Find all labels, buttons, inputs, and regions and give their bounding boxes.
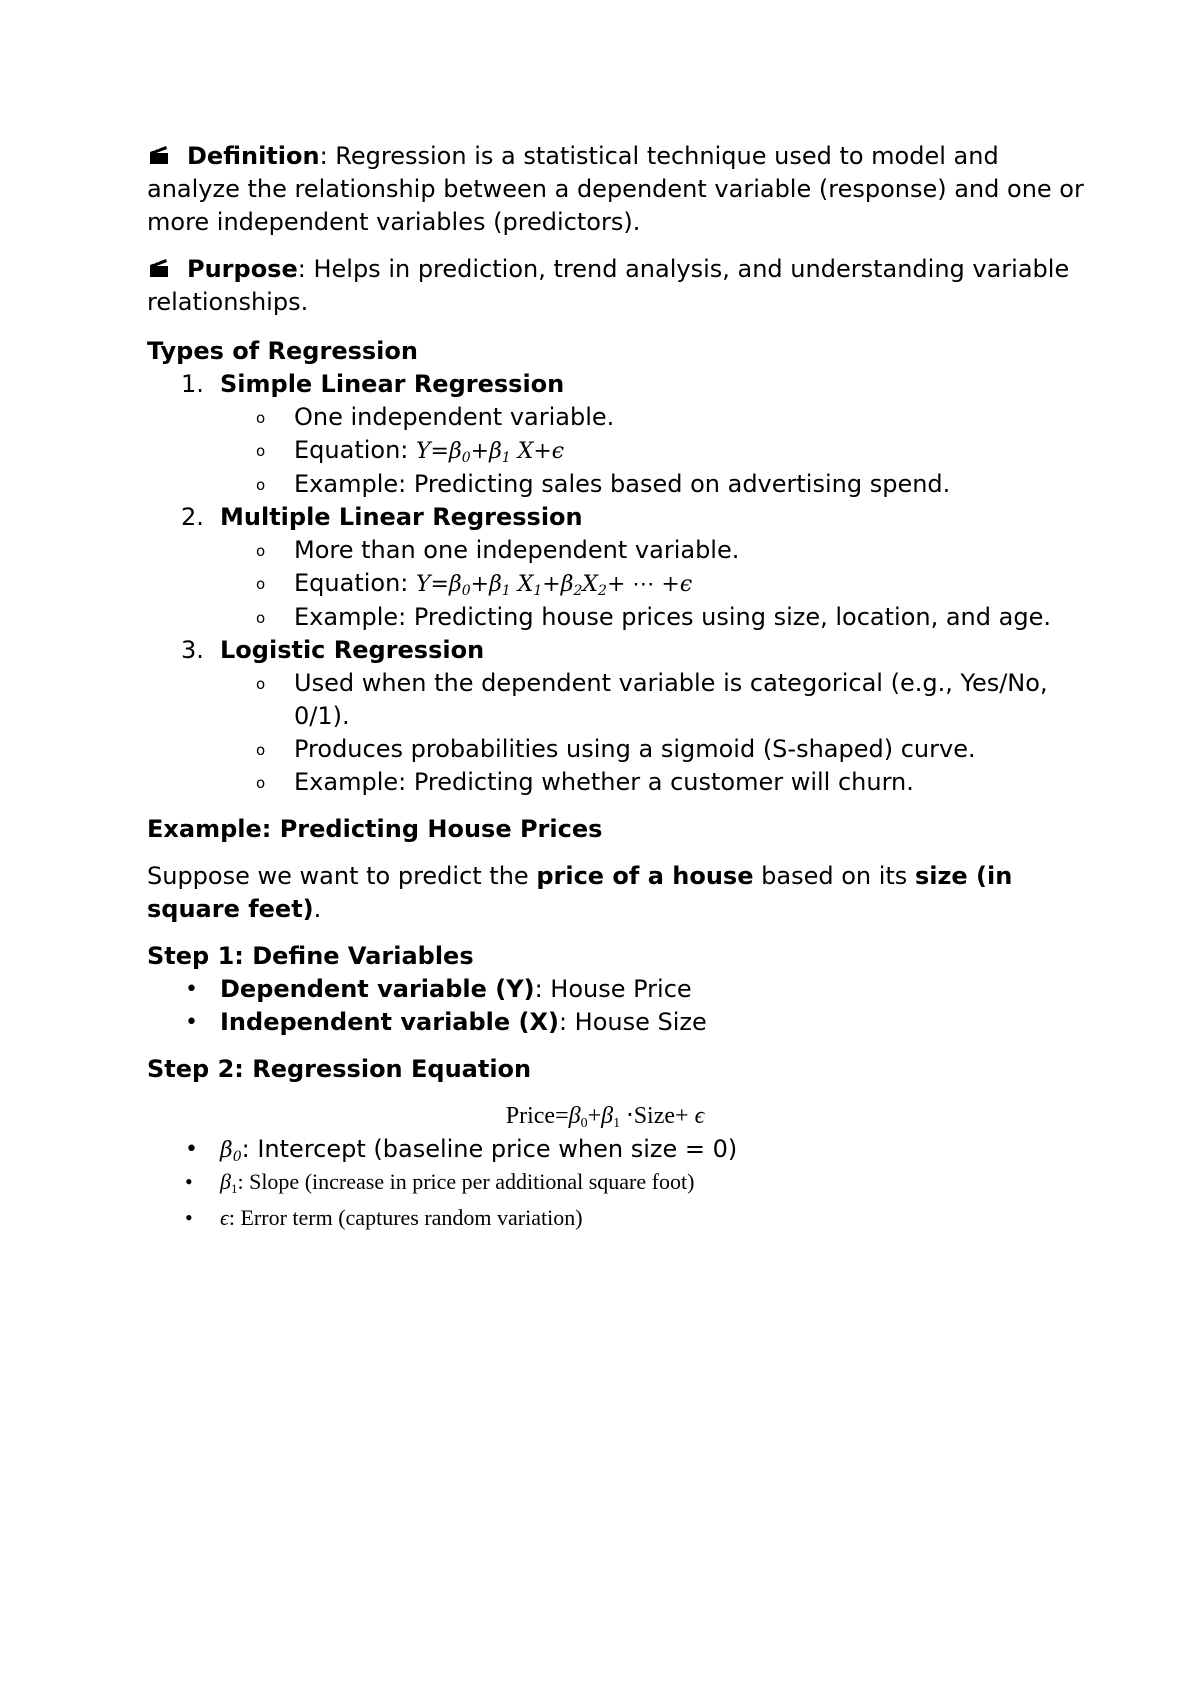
- definition-label: Definition: [187, 142, 320, 170]
- sub-list-item: o Produces probabilities using a sigmoid (S-shaped) curve.: [147, 733, 1087, 766]
- types-heading: Types of Regression: [147, 337, 418, 365]
- document-page: [147, 140, 1087, 1233]
- sub-list-item: o Equation: $Y=\beta_0+\beta_1$ X+ϵ: [256, 436, 565, 466]
- definition-paragraph: [147, 140, 1087, 239]
- multiple-regression-equation: $Y=\beta_0+\beta_1$ $X_1+\beta_2X_2+$ ⋯ +ϵ: [416, 572, 693, 599]
- clapperboard-icon: [147, 143, 171, 167]
- circle-bullet-icon: o: [256, 774, 266, 792]
- bullet-item-intercept: • $\beta_0$: Intercept (baseline price when size = 0): [185, 1135, 738, 1165]
- price-equation: $Price=\beta_0+\beta_1$ ⋅Size+ ϵ: [505, 1103, 705, 1131]
- bullet-item-independent: • Independent variable (X): House Size: [147, 1006, 1087, 1039]
- clapperboard-icon: [147, 256, 171, 280]
- sub-list-item: o Example: Predicting house prices using size, location, and age.: [147, 601, 1087, 634]
- circle-bullet-icon: o: [256, 575, 266, 593]
- purpose-paragraph: [147, 253, 1087, 319]
- circle-bullet-icon: o: [256, 741, 266, 759]
- bullet-item-error: • ϵ: Error term (captures random variation): [147, 1203, 1087, 1233]
- bullet-icon: •: [185, 977, 198, 1002]
- sub-list-item: o One independent variable.: [147, 401, 1087, 434]
- bullet-item-dependent: • Dependent variable (Y): House Price: [147, 973, 1087, 1006]
- list-item-logistic: [147, 634, 1087, 667]
- bullet-icon: •: [185, 1137, 198, 1162]
- bullet-icon: •: [185, 1169, 193, 1194]
- sub-list-item: o Example: Predicting whether a customer will churn.: [147, 766, 1087, 799]
- bullet-item-slope: • $\beta_1$: Slope (increase in price per additional square foot): [185, 1169, 695, 1196]
- bullet-icon: •: [185, 1205, 193, 1230]
- sub-list-item: o Equation: $Y=\beta_0+\beta_1$ $X_1+\beta_2X_2+$ ⋯ +ϵ: [256, 569, 693, 599]
- list-number: 3.: [181, 636, 204, 664]
- circle-bullet-icon: o: [256, 542, 266, 560]
- circle-bullet-icon: o: [256, 442, 266, 460]
- step1-heading: Step 1: Define Variables: [147, 942, 474, 970]
- circle-bullet-icon: o: [256, 476, 266, 494]
- list-item-title: Multiple Linear Regression: [220, 503, 583, 531]
- list-item-title: Logistic Regression: [220, 636, 485, 664]
- circle-bullet-icon: o: [256, 409, 266, 427]
- step2-heading: Step 2: Regression Equation: [147, 1055, 532, 1083]
- simple-regression-equation: $Y=\beta_0+\beta_1$ X+ϵ: [416, 439, 565, 466]
- list-number: 2.: [181, 503, 204, 531]
- definition-text: : Regression is a statistical technique used to model and analyze the relationship between a dependent variable (response) and one or more independent variables (predictors).: [147, 142, 1084, 236]
- sub-list-item: o More than one independent variable.: [147, 534, 1087, 567]
- example-heading: Example: Predicting House Prices: [147, 815, 603, 843]
- circle-bullet-icon: o: [256, 675, 266, 693]
- bullet-icon: •: [185, 1010, 198, 1035]
- circle-bullet-icon: o: [256, 609, 266, 627]
- purpose-label: Purpose: [187, 255, 298, 283]
- list-item-simple-linear: [147, 368, 1087, 401]
- list-number: 1.: [181, 370, 204, 398]
- sub-list-item: o Example: Predicting sales based on advertising spend.: [147, 468, 1087, 501]
- list-item-title: Simple Linear Regression: [220, 370, 565, 398]
- example-paragraph: Suppose we want to predict the price of a house based on its size (in square feet).: [147, 862, 1013, 923]
- list-item-multiple-linear: [147, 501, 1087, 534]
- sub-list-item: o Used when the dependent variable is categorical (e.g., Yes/No, 0/1).: [256, 669, 1048, 730]
- purpose-text: : Helps in prediction, trend analysis, and understanding variable relationships.: [147, 255, 1070, 316]
